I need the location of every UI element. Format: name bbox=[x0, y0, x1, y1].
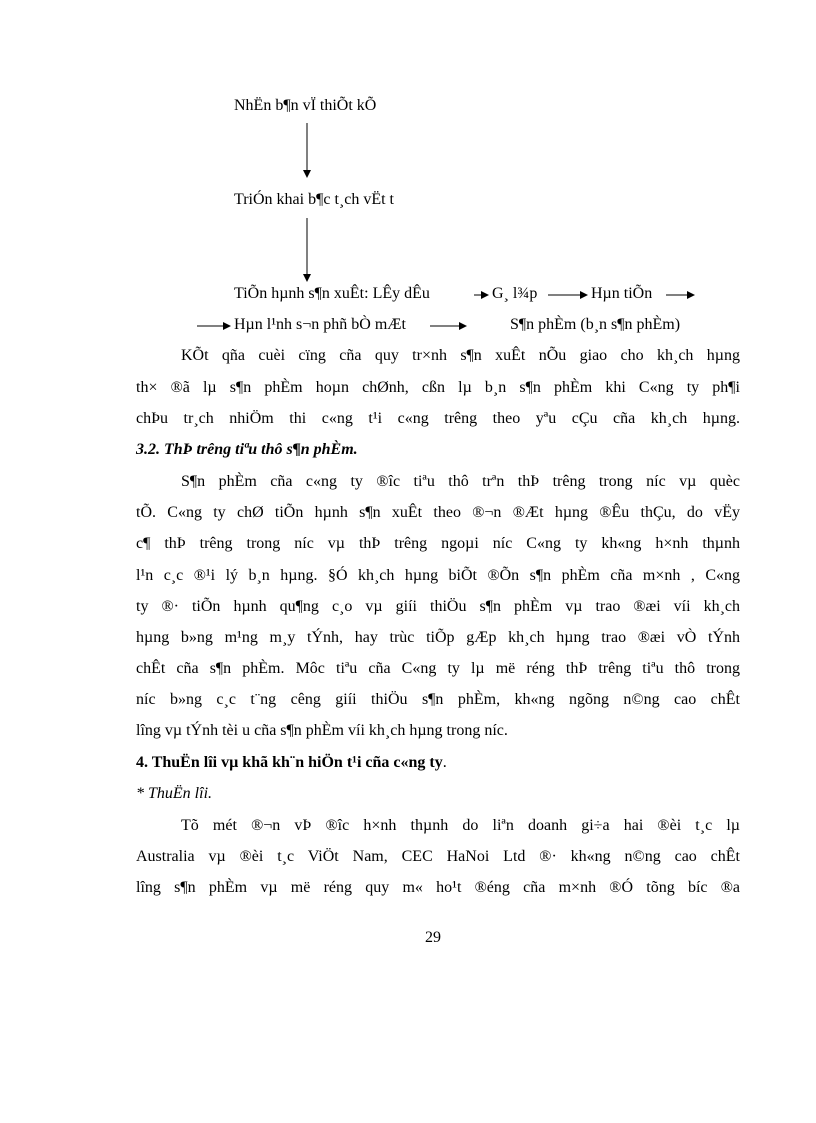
paragraph-2-line-3: c¶ thÞ trêng trong níc vµ thÞ trêng ngoµi níc C«ng ty kh«ng h×nh thµnh bbox=[136, 535, 740, 552]
paragraph-2-line-5: ty ®· tiÕn hµnh qu¶ng c¸o vµ giíi thiÖu s¶n phÈm vµ trao ®æi víi kh¸ch bbox=[136, 598, 740, 615]
paragraph-2-line-9: lîng vµ tÝnh tèi u cña s¶n phÈm víi kh¸ch hµng trong níc. bbox=[136, 722, 508, 739]
flow-step-pre-welding: Hµn tiÕn bbox=[591, 285, 653, 302]
paragraph-3-line-3: lîng s¶n phÈm vµ më réng quy m« ho¹t ®éng cña m×nh ®Ó tõng bíc ®a bbox=[136, 879, 740, 896]
heading-4 bbox=[136, 753, 447, 773]
flow-step-material-breakdown: TriÓn khai b¶c t¸ch vËt t bbox=[234, 191, 394, 208]
flow-step-receive-drawings: NhËn b¶n vÏ thiÕt kÕ bbox=[234, 97, 377, 114]
heading-4-period: . bbox=[442, 754, 447, 771]
flow-step-cold-welding: Hµn l¹nh s¬n phñ bÒ mÆt bbox=[234, 316, 406, 333]
paragraph-1-line-2: th× ®ã lµ s¶n phÈm hoµn chØnh, cßn lµ b¸n s¶n phÈm khi C«ng ty ph¶i bbox=[136, 379, 740, 396]
flow-step-production-start: TiÕn hµnh s¶n xuÊt: LÊy dÊu bbox=[234, 285, 430, 302]
flow-step-assembly: G¸ l¾p bbox=[492, 285, 538, 302]
page-number: 29 bbox=[425, 929, 441, 946]
heading-3-2: 3.2. ThÞ trêng tiªu thô s¶n phÈm. bbox=[136, 441, 358, 458]
paragraph-2-line-8: níc b»ng c¸c t¨ng cêng giíi thiÖu s¶n phÈm, kh«ng ngõng n©ng cao chÊt bbox=[136, 691, 740, 708]
paragraph-2-line-1: S¶n phÈm cña c«ng ty ®îc tiªu thô trªn thÞ trêng trong níc vµ quèc bbox=[181, 473, 740, 490]
paragraph-1-line-3: chÞu tr¸ch nhiÖm thi c«ng t¹i c«ng trêng theo yªu cÇu cña kh¸ch hµng. bbox=[136, 410, 740, 427]
flow-step-product: S¶n phÈm (b¸n s¶n phÈm) bbox=[510, 316, 681, 333]
paragraph-2-line-2: tÕ. C«ng ty chØ tiÕn hµnh s¶n xuÊt theo ®¬n ®Æt hµng ®Êu thÇu, do vËy bbox=[136, 504, 740, 521]
paragraph-2-line-7: chÊt cña s¶n phÈm. Môc tiªu cña C«ng ty lµ më réng thÞ trêng tiªu thô trong bbox=[136, 660, 740, 677]
paragraph-3-line-1: Tõ mét ®¬n vÞ ®îc h×nh thµnh do liªn doanh gi÷a hai ®èi t¸c lµ bbox=[181, 817, 740, 834]
paragraph-2-line-4: l¹n c¸c ®¹i lý b¸n hµng. §Ó kh¸ch hµng biÕt ®Õn s¶n phÈm cña m×nh , C«ng bbox=[136, 567, 740, 584]
heading-4-text: 4. ThuËn lîi vµ khã kh¨n hiÖn t¹i cña c«ng ty bbox=[136, 754, 443, 771]
sub-heading-advantages: * ThuËn lîi. bbox=[136, 785, 213, 802]
paragraph-3-line-2: Australia vµ ®èi t¸c ViÖt Nam, CEC HaNoi Ltd ®· kh«ng n©ng cao chÊt bbox=[136, 848, 740, 865]
paragraph-2-line-6: hµng b»ng m¹ng m¸y tÝnh, hay trùc tiÕp gÆp kh¸ch hµng trao ®æi vÒ tÝnh bbox=[136, 629, 740, 646]
paragraph-1-line-1: KÕt qña cuèi cïng cña quy tr×nh s¶n xuÊt nÕu giao cho kh¸ch hµng bbox=[181, 347, 740, 364]
